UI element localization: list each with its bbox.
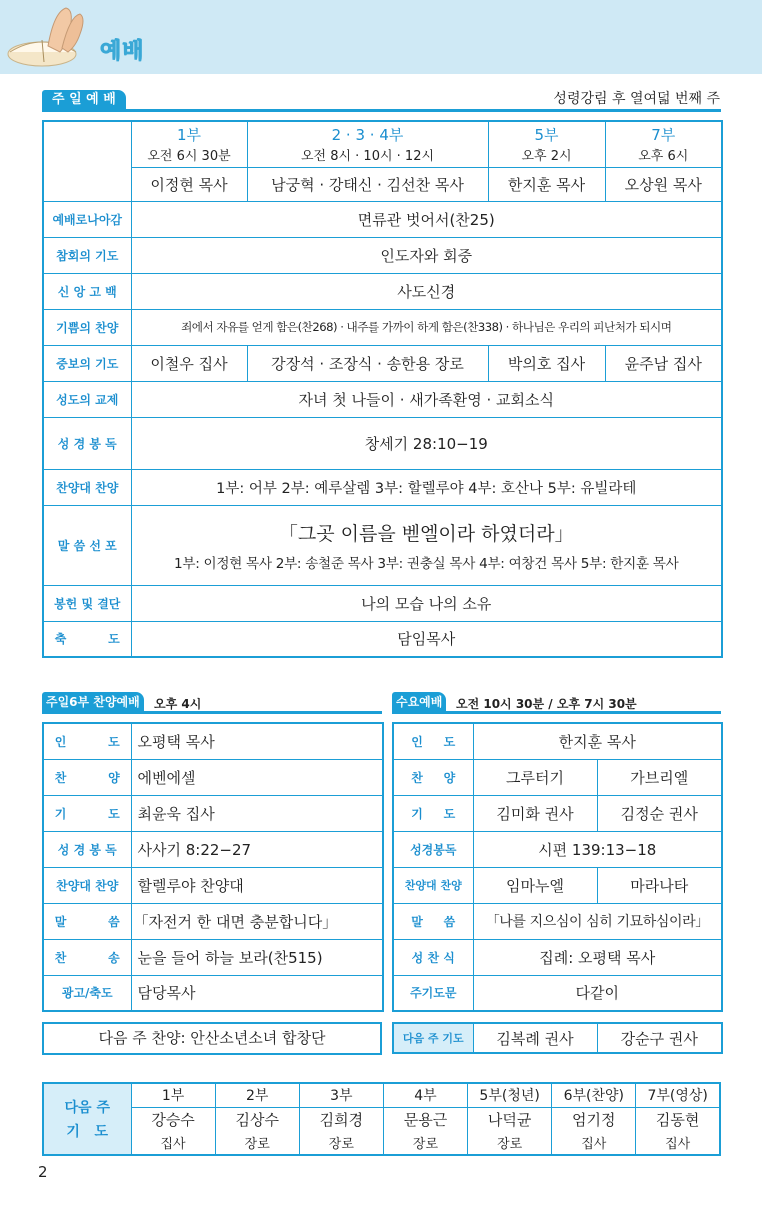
- leader-7: 오상원 목사: [605, 167, 722, 201]
- service-7: 7부 오후 6시: [605, 121, 722, 167]
- name-1: 강승수: [131, 1107, 215, 1131]
- sixth-next-choir: 다음 주 찬양: 안산소년소녀 합창단: [42, 1022, 382, 1055]
- row-label: 봉헌 및 결단: [43, 585, 131, 621]
- page-number: 2: [38, 1163, 48, 1181]
- name-3: 김희경: [299, 1107, 383, 1131]
- name-5: 나덕균: [468, 1107, 552, 1131]
- role-1: 집사: [131, 1131, 215, 1155]
- row-label: 다음 주 기도: [393, 1023, 473, 1053]
- row-value: 오평택 목사: [131, 723, 383, 759]
- row-label: 말 씀: [43, 903, 131, 939]
- row-label: 찬양대 찬양: [393, 867, 473, 903]
- row-label: 말 씀: [393, 903, 473, 939]
- row-label: 찬양대 찬양: [43, 469, 131, 505]
- part-5: 5부(청년): [468, 1083, 552, 1107]
- part-6: 6부(찬양): [552, 1083, 636, 1107]
- row-label: 성도의 교제: [43, 381, 131, 417]
- service-1: 1부 오전 6시 30분: [131, 121, 247, 167]
- part-7: 7부(영상): [636, 1083, 720, 1107]
- row-value: 김정순 권사: [597, 795, 722, 831]
- next-week-label: 다음 주 기 도: [43, 1083, 131, 1155]
- leader-1: 이정현 목사: [131, 167, 247, 201]
- name-2: 김상수: [215, 1107, 299, 1131]
- row-label: 성경봉독: [393, 831, 473, 867]
- row-value: 집례: 오평택 목사: [473, 939, 722, 975]
- row-label: 인 도: [393, 723, 473, 759]
- row-value: 「나를 지으심이 심히 기묘하심이라」: [473, 903, 722, 939]
- sermon-cell: [131, 505, 722, 585]
- row-value: 자녀 첫 나들이 · 새가족환영 · 교회소식: [131, 381, 722, 417]
- next-week-prayer-table: [42, 1082, 721, 1156]
- row-label: 찬 양: [43, 759, 131, 795]
- corner-cell: [43, 121, 131, 201]
- leader-234: 남궁혁 · 강태신 · 김선찬 목사: [247, 167, 488, 201]
- row-label: 예배로나아감: [43, 201, 131, 237]
- row-label: 참회의 기도: [43, 237, 131, 273]
- wednesday-table: [392, 722, 723, 1012]
- sermon-preachers: 1부: 이정현 목사 2부: 송철준 목사 3부: 권충실 목사 4부: 여창건 목사 5부: 한지훈 목사: [174, 555, 679, 572]
- sixth-table: [42, 722, 384, 1012]
- service-5: 5부 오후 2시: [488, 121, 605, 167]
- row-value: 사사기 8:22−27: [131, 831, 383, 867]
- row-label: 주기도문: [393, 975, 473, 1011]
- prayer-3: 박의호 집사: [488, 345, 605, 381]
- row-value: 나의 모습 나의 소유: [131, 585, 722, 621]
- page-title: 예배: [100, 39, 145, 64]
- part-3: 3부: [299, 1083, 383, 1107]
- row-value: 담당목사: [131, 975, 383, 1011]
- row-label: 성 찬 식: [393, 939, 473, 975]
- sixth-rule: [42, 711, 382, 714]
- name-7: 김동현: [636, 1107, 720, 1131]
- row-value: 죄에서 자유를 얻게 함은(찬268) · 내주를 가까이 하게 함은(찬338) · 하나님은 우리의 피난처가 되시며: [131, 309, 722, 345]
- role-4: 장로: [383, 1131, 467, 1155]
- row-label: 기쁨의 찬양: [43, 309, 131, 345]
- row-value: 면류관 벗어서(찬25): [131, 201, 722, 237]
- row-value: 1부: 어부 2부: 예루살렘 3부: 할렐루야 4부: 호산나 5부: 유빌라테: [131, 469, 722, 505]
- part-1: 1부: [131, 1083, 215, 1107]
- service-234: 2 · 3 · 4부 오전 8시 · 10시 · 12시: [247, 121, 488, 167]
- row-value: 마라나타: [597, 867, 722, 903]
- sixth-tab: 주일6부 찬양예배: [42, 692, 144, 712]
- row-value: 담임목사: [131, 621, 722, 657]
- row-value: 김미화 권사: [473, 795, 597, 831]
- row-label: 찬 양: [393, 759, 473, 795]
- sunday-tab: 주 일 예 배: [42, 90, 126, 110]
- role-3: 장로: [299, 1131, 383, 1155]
- prayer-1: 이철우 집사: [131, 345, 247, 381]
- row-value: 그루터기: [473, 759, 597, 795]
- row-value: 창세기 28:10−19: [131, 417, 722, 469]
- role-7: 집사: [636, 1131, 720, 1155]
- sunday-subtitle: 성령강림 후 열여덟 번째 주: [553, 91, 720, 107]
- row-label: 축 도: [43, 621, 131, 657]
- sunday-table: [42, 120, 723, 658]
- row-value: 「자전거 한 대면 충분합니다」: [131, 903, 383, 939]
- wednesday-rule: [392, 711, 721, 714]
- wednesday-next-prayer: [392, 1022, 723, 1054]
- role-2: 장로: [215, 1131, 299, 1155]
- prayer-2: 강장석 · 조장식 · 송한용 장로: [247, 345, 488, 381]
- prayer-4: 윤주남 집사: [605, 345, 722, 381]
- row-label: 찬양대 찬양: [43, 867, 131, 903]
- row-value: 최윤욱 집사: [131, 795, 383, 831]
- row-label: 성 경 봉 독: [43, 417, 131, 469]
- sixth-time: 오후 4시: [154, 697, 202, 711]
- row-label: 인 도: [43, 723, 131, 759]
- row-value: 김복례 권사: [473, 1023, 597, 1053]
- role-6: 집사: [552, 1131, 636, 1155]
- row-value: 다같이: [473, 975, 722, 1011]
- part-4: 4부: [383, 1083, 467, 1107]
- name-4: 문용근: [383, 1107, 467, 1131]
- sunday-rule: [42, 109, 721, 112]
- row-value: 강순구 권사: [597, 1023, 722, 1053]
- row-label: 기 도: [43, 795, 131, 831]
- leader-5: 한지훈 목사: [488, 167, 605, 201]
- row-label: 광고/축도: [43, 975, 131, 1011]
- wednesday-tab: 수요예배: [392, 692, 446, 712]
- row-label: 말 씀 선 포: [43, 505, 131, 585]
- row-value: 임마누엘: [473, 867, 597, 903]
- part-2: 2부: [215, 1083, 299, 1107]
- row-label: 성 경 봉 독: [43, 831, 131, 867]
- row-value: 사도신경: [131, 273, 722, 309]
- row-label: 찬 송: [43, 939, 131, 975]
- row-label: 중보의 기도: [43, 345, 131, 381]
- role-5: 장로: [468, 1131, 552, 1155]
- name-6: 엄기정: [552, 1107, 636, 1131]
- praying-hands-bible-icon: [4, 2, 94, 72]
- row-value: 한지훈 목사: [473, 723, 722, 759]
- header-banner: [0, 0, 762, 74]
- sermon-title: 「그곳 이름을 벧엘이라 하였더라」: [278, 522, 574, 545]
- row-value: 인도자와 회중: [131, 237, 722, 273]
- wednesday-time: 오전 10시 30분 / 오후 7시 30분: [456, 697, 637, 711]
- row-value: 가브리엘: [597, 759, 722, 795]
- row-label: 기 도: [393, 795, 473, 831]
- row-value: 할렐루야 찬양대: [131, 867, 383, 903]
- row-value: 눈을 들어 하늘 보라(찬515): [131, 939, 383, 975]
- row-value: 에벤에셀: [131, 759, 383, 795]
- row-label: 신 앙 고 백: [43, 273, 131, 309]
- row-value: 시편 139:13−18: [473, 831, 722, 867]
